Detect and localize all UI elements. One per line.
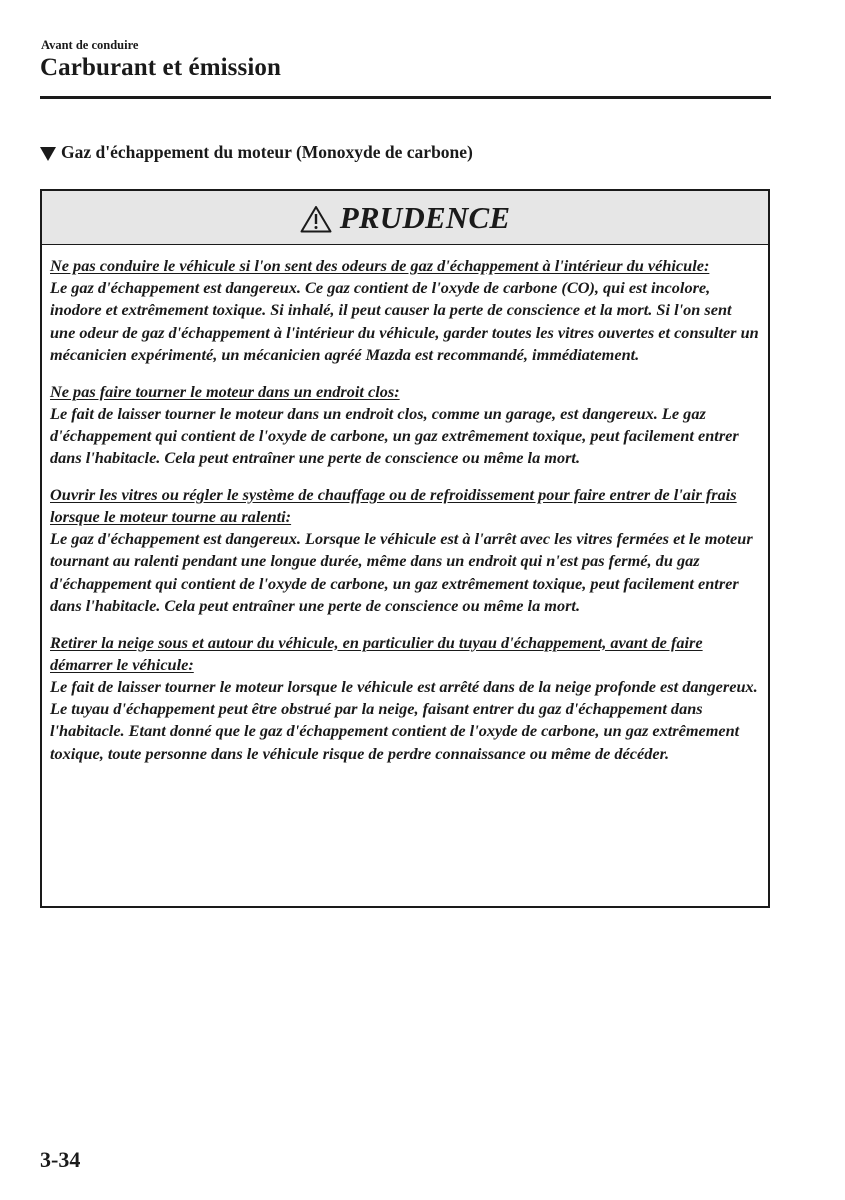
title-divider [40, 96, 771, 99]
warning-text: Le gaz d'échappement est dangereux. Ce gaz contient de l'oxyde de carbone (CO), qui est incolore, inodore et extrêmement toxique. Si inhalé, il peut causer la perte de conscience et la mort. Si l'on sent une odeur de gaz d'échappement à l'intérieur du véhicule, garder toutes les vitres ouvertes et consulter un mécanicien expérimenté, un mécanicien agréé Mazda est recommandé, immédiatement. [50, 278, 759, 364]
warning-text: Le fait de laisser tourner le moteur lorsque le véhicule est arrêté dans de la neige profonde est dangereux. Le tuyau d'échappement peut être obstrué par la neige, faisant entrer du gaz d'échappement dans l'habitacle. Etant donné que le gaz d'échappement contient de l'oxyde de carbone, un gaz extrêmement toxique, toute personne dans le véhicule risque de perdre connaissance ou même de décéder. [50, 676, 758, 763]
subheading-text: Gaz d'échappement du moteur (Monoxyde de carbone) [61, 142, 473, 162]
page-title: Carburant et émission [40, 54, 281, 81]
warning-heading: Ne pas faire tourner le moteur dans un endroit clos: [50, 381, 400, 401]
warning-item [50, 381, 760, 470]
page-number: 3-34 [40, 1147, 81, 1172]
caution-box [40, 189, 770, 908]
triangle-down-icon [40, 147, 56, 161]
warning-heading: Retirer la neige sous et autour du véhicule, en particulier du tuyau d'échappement, avant de faire démarrer le véhicule: [50, 632, 703, 674]
warning-item [50, 484, 760, 617]
section-label: Avant de conduire [41, 38, 139, 52]
warning-heading: Ouvrir les vitres ou régler le système de chauffage ou de refroidissement pour faire entrer de l'air frais lorsque le moteur tourne au ralenti: [50, 484, 737, 527]
warning-item [50, 255, 760, 366]
warning-heading: Ne pas conduire le véhicule si l'on sent des odeurs de gaz d'échappement à l'intérieur du véhicule: [50, 256, 710, 275]
caution-title: PRUDENCE [339, 199, 511, 235]
caution-body [42, 245, 768, 765]
caution-header [42, 191, 768, 245]
warning-text: Le gaz d'échappement est dangereux. Lorsque le véhicule est à l'arrêt avec les vitres fermées et le moteur tournant au ralenti pendant une longue durée, même dans un endroit qui n'est pas fermé, du gaz d'échappement qui contient de l'oxyde de carbone, un gaz extrêmement toxique, peut facilement entrer dans l'habitacle. Cela peut entraîner une perte de conscience ou même la mort. [50, 529, 753, 615]
warning-item [50, 632, 760, 765]
warning-triangle-icon [300, 205, 332, 233]
warning-text: Le fait de laisser tourner le moteur dans un endroit clos, comme un garage, est dangereux. Le gaz d'échappement qui contient de l'oxyde de carbone, un gaz extrêmement toxique, peut facilement entrer dans l'habitacle. Cela peut entraîner une perte de conscience ou même la mort. [50, 403, 739, 468]
subheading [40, 142, 473, 163]
